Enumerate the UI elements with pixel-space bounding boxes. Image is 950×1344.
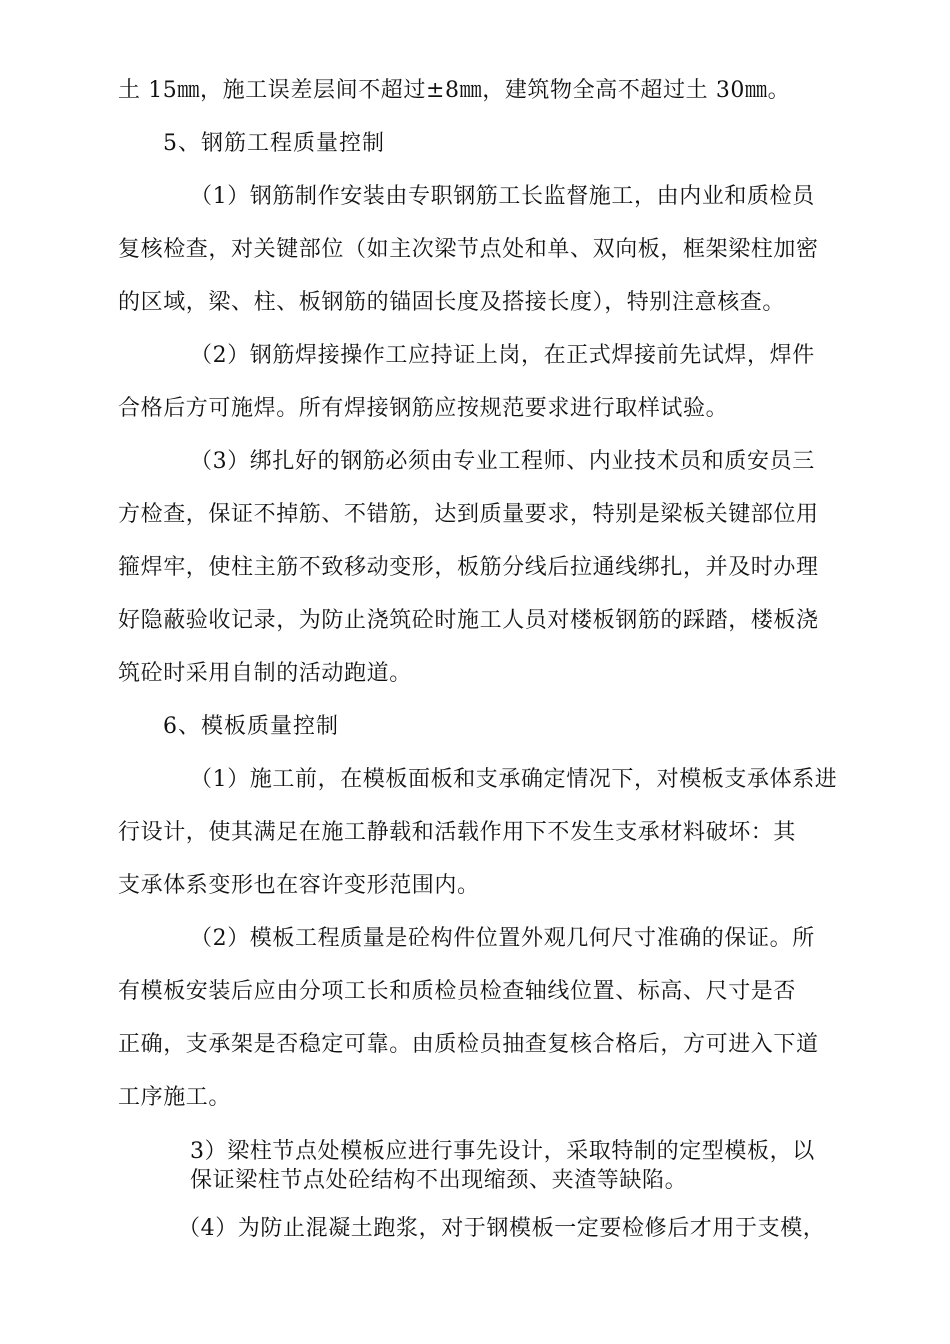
body-text-line: 正确，支承架是否稳定可靠。由质检员抽查复核合格后，方可进入下道	[118, 1032, 819, 1057]
body-text-line: 筑砼时采用自制的活动跑道。	[118, 661, 412, 686]
body-text-line: 好隐蔽验收记录，为防止浇筑砼时施工人员对楼板钢筋的踩踏，楼板浇	[118, 608, 819, 633]
body-text-line: 工序施工。	[118, 1085, 232, 1110]
body-text-line: （1）施工前，在模板面板和支承确定情况下，对模板支承体系进	[190, 767, 838, 792]
body-text-line: 方检查，保证不掉筋、不错筋，达到质量要求，特别是梁板关键部位用	[118, 502, 819, 527]
body-text-line: 土 15㎜，施工误差层间不超过±8㎜，建筑物全高不超过土 30㎜。	[118, 78, 791, 103]
body-text-line: 有模板安装后应由分项工长和质检员检查轴线位置、标高、尺寸是否	[118, 979, 797, 1004]
body-text-line: （3）绑扎好的钢筋必须由专业工程师、内业技术员和质安员三	[190, 449, 815, 474]
body-text-line: （2）模板工程质量是砼构件位置外观几何尺寸准确的保证。所	[190, 926, 815, 951]
body-text-line: 支承体系变形也在容许变形范围内。	[118, 873, 480, 898]
body-text-line: 合格后方可施焊。所有焊接钢筋应按规范要求进行取样试验。	[118, 396, 729, 421]
body-text-line: （1）钢筋制作安装由专职钢筋工长监督施工，由内业和质检员	[190, 184, 815, 209]
body-text-line: 3）梁柱节点处模板应进行事先设计，采取特制的定型模板，以	[190, 1139, 815, 1164]
body-text-line: 复核检查，对关键部位（如主次梁节点处和单、双向板，框架梁柱加密	[118, 237, 819, 262]
body-text-line: （2）钢筋焊接操作工应持证上岗，在正式焊接前先试焊，焊件	[190, 343, 815, 368]
section-heading: 6、模板质量控制	[163, 714, 339, 739]
body-text-line: 的区域，梁、柱、板钢筋的锚固长度及搭接长度），特别注意核查。	[118, 290, 786, 315]
section-heading: 5、钢筋工程质量控制	[163, 131, 385, 156]
body-text-line: （4）为防止混凝土跑浆，对于钢模板一定要检修后才用于支模，	[178, 1216, 826, 1241]
body-text-line: 保证梁柱节点处砼结构不出现缩颈、夹渣等缺陷。	[190, 1168, 688, 1193]
body-text-line: 箍焊牢，使柱主筋不致移动变形，板筋分线后拉通线绑扎，并及时办理	[118, 555, 819, 580]
body-text-line: 行设计，使其满足在施工静载和活载作用下不发生支承材料破坏：其	[118, 820, 797, 845]
